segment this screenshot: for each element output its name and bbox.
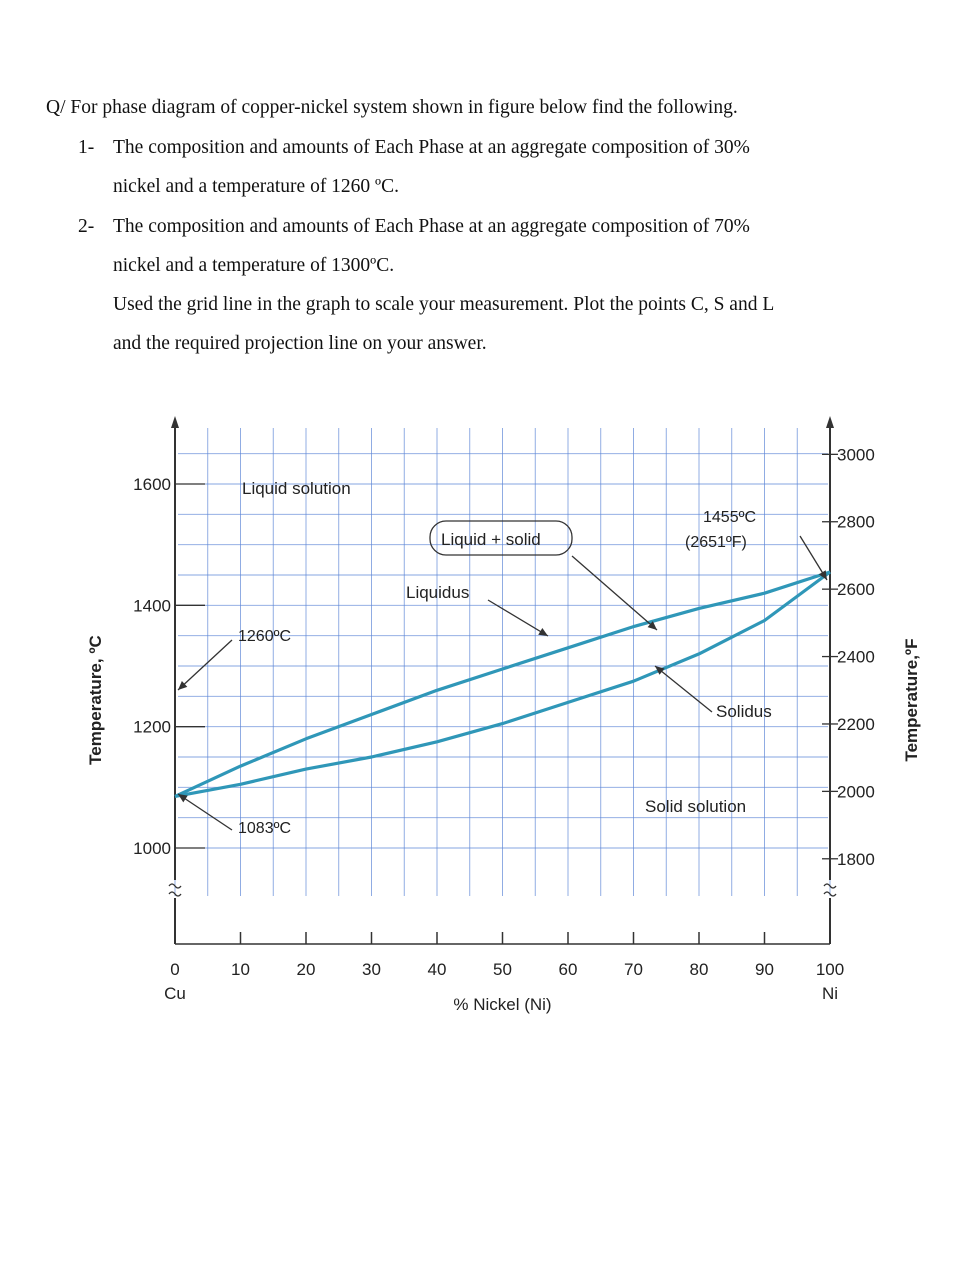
item-2-number-text: 2- [78, 216, 95, 237]
label-1260c: 1260ºC [238, 628, 291, 645]
y-tick-label-c: 1400 [133, 596, 171, 616]
label-liquidus: Liquidus [406, 583, 470, 602]
question-intro-text: Q/ For phase diagram of copper-nickel system shown in figure below find the following. [46, 97, 738, 118]
label-liquid-plus-solid: Liquid + solid [441, 530, 541, 549]
label-liquid-solution: Liquid solution [242, 479, 351, 498]
y-axis-left-arrow-icon [171, 416, 179, 428]
x-tick-label: 90 [755, 960, 774, 979]
item-1-line-2-text: nickel and a temperature of 1260 ºC. [113, 176, 399, 197]
x-end-label-cu: Cu [164, 984, 186, 1003]
y-tick-label-f: 3000 [837, 445, 875, 465]
item-2-line-2-text: nickel and a temperature of 1300ºC. [113, 255, 395, 276]
y-tick-label-f: 2400 [837, 647, 875, 667]
y-tick-label-f: 1800 [837, 849, 875, 869]
note-line-2-text: and the required projection line on your answer. [113, 333, 487, 354]
y-tick-label-c: 1600 [133, 475, 171, 494]
x-tick-label: 40 [427, 960, 447, 979]
pointer-two-phase [572, 556, 657, 630]
y-axis-title-left: Temperature, ºC [86, 635, 105, 765]
item-1-line-1-text: The composition and amounts of Each Phase at an aggregate composition of 30% [113, 137, 750, 158]
item-1-number-text: 1- [78, 137, 95, 158]
x-axis-title: % Nickel (Ni) [453, 995, 552, 1014]
label-solid-solution: Solid solution [645, 797, 747, 816]
x-tick-label: 50 [493, 960, 512, 979]
x-tick-label: 20 [296, 960, 316, 979]
x-tick-label: 30 [362, 960, 381, 979]
x-tick-label: 60 [558, 960, 578, 979]
pointer-solidus [655, 666, 712, 712]
y-axis-title-right: Temperature,ºF [902, 638, 921, 762]
label-melt-temp-c: 1455ºC [703, 509, 756, 526]
pointer-liquidus-head-icon [538, 628, 548, 636]
pointer-1083 [178, 794, 232, 830]
y-tick-label-f: 2800 [837, 512, 875, 532]
label-melt-temp-f: (2651ºF) [685, 534, 747, 551]
label-1083c: 1083ºC [238, 820, 291, 837]
item-2-line-1-text: The composition and amounts of Each Phase at an aggregate composition of 70% [113, 216, 750, 237]
y-tick-label-f: 2200 [837, 714, 875, 734]
x-tick-label: 100 [815, 960, 845, 979]
pointer-1260 [178, 640, 232, 690]
x-tick-label: 0 [170, 960, 180, 979]
x-end-label-ni: Ni [821, 984, 839, 1003]
x-tick-label: 10 [231, 960, 250, 979]
y-tick-label-f: 2600 [837, 580, 875, 600]
y-tick-label-c: 1200 [133, 717, 171, 737]
x-tick-label: 80 [689, 960, 709, 979]
y-tick-label-f: 2000 [837, 782, 875, 802]
label-solidus: Solidus [716, 702, 772, 721]
note-line-1-text: Used the grid line in the graph to scale your measurement. Plot the points C, S and L [113, 294, 775, 315]
x-tick-label: 70 [624, 960, 643, 979]
y-axis-right-arrow-icon [826, 416, 834, 428]
y-tick-label-c: 1000 [133, 839, 171, 858]
